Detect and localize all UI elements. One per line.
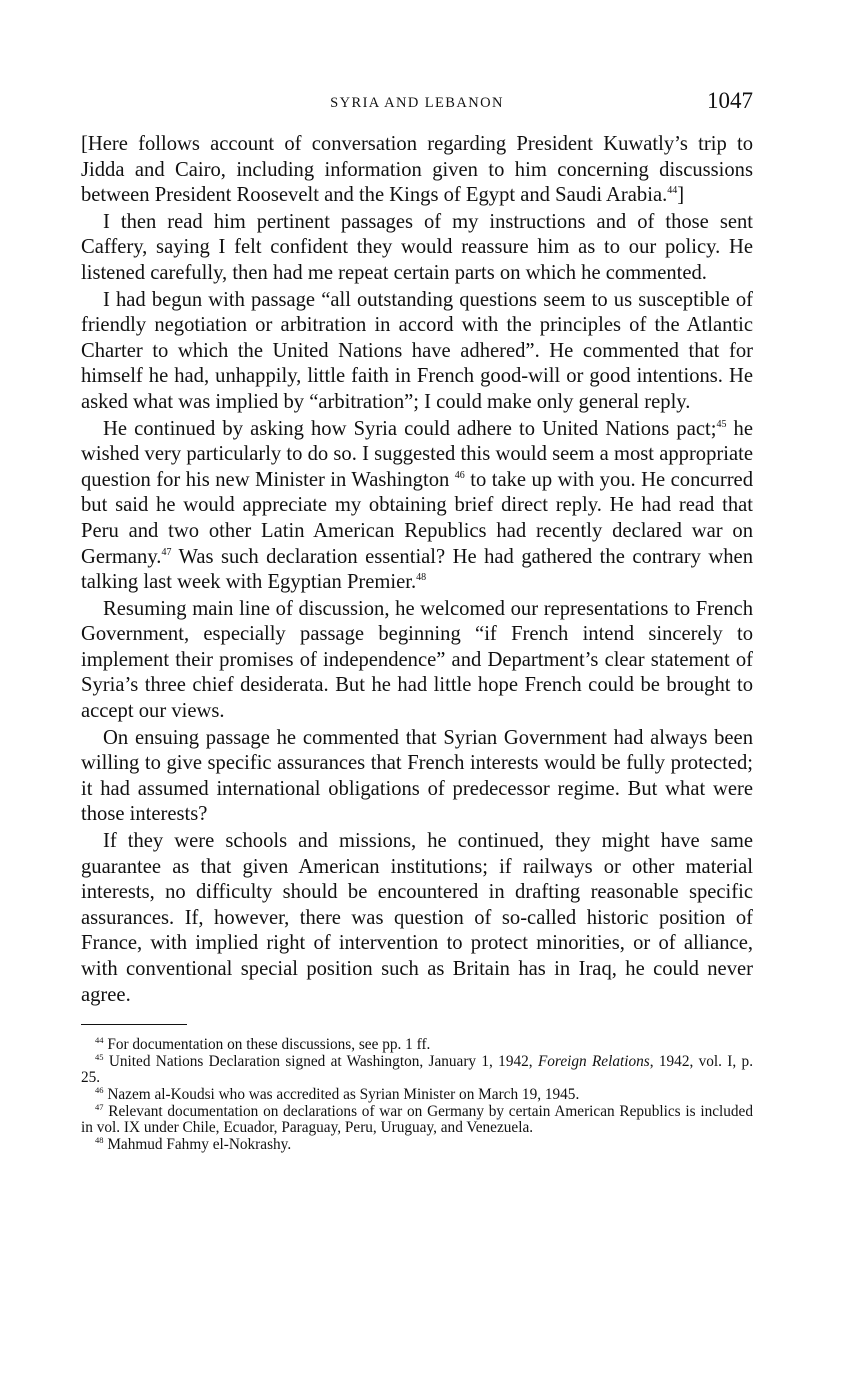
paragraph-4-part-a: He continued by asking how Syria could adhere to United Nations pact; [103,417,717,440]
footnote-ref-44: 44 [667,185,678,197]
footnote-45 [81,1051,754,1087]
footnote-47 [81,1101,753,1137]
footnote-number: 44 [95,1035,104,1046]
footnote-rule [81,1024,187,1025]
paragraph-1-tail: ] [677,184,685,207]
footnote-text: United Nations Declaration signed at Washington, January 1, 1942, [108,1052,533,1070]
document-page [81,88,753,1153]
paragraph-4-part-c: to take up with you. He concurred but said he would appreciate my obtaining brief direct reply. He had read that Peru and two other Latin American Republics had recently declared war on Germany. [81,468,753,568]
footnote-number: 48 [95,1134,104,1145]
footnote-ref-45: 45 [716,418,727,430]
footnote-text-tail: , 1942, vol. I, p. 25. [81,1052,754,1087]
paragraph-1-text: [Here follows account of conversation regarding President Kuwatly’s trip to Jidda and Cairo, including information given to him concerning discussions between President Roosevelt and the Kings of Egypt and Saudi Arabia. [81,133,753,207]
paragraph-4-part-d: Was such declaration essential? He had gathered the contrary when talking last week with Egyptian Premier. [81,545,753,594]
footnote-46 [81,1084,753,1104]
paragraph-1 [81,132,753,209]
paragraph-4-part-b: he wished very particularly to do so. I suggested this would seem a most appropriate question for his new Minister in Washington [81,417,753,491]
page-number: 1047 [707,88,753,113]
footnote-text: For documentation on these discussions, see pp. 1 ff. [107,1036,431,1054]
footnote-ref-48: 48 [416,572,427,584]
footnote-number: 47 [95,1101,104,1112]
footnote-text: Nazem al-Koudsi who was accredited as Syrian Minister on March 19, 1945. [107,1085,580,1103]
paragraph-6: On ensuing passage he commented that Syrian Government had always been willing to give specific assurances that French interests would be fully protected; it had assumed international obligations of predecessor regime. But what were those interests? [81,726,753,826]
page-header [81,88,753,120]
paragraph-2: I then read him pertinent passages of my instructions and of those sent Caffery, saying I felt confident they would reassure him as to our policy. He listened carefully, then had me repeat certain parts on which he commented. [81,210,753,284]
running-title: SYRIA AND LEBANON [330,95,504,111]
paragraph-7: If they were schools and missions, he continued, they might have same guarantee as that given American institutions; if railways or other material interests, no difficulty should be encountered in drafting reasonable specific assurances. If, however, there was question of so-called historic position of France, with implied right of intervention to protect minorities, or of alliance, with conventional special position such as Britain has in Iraq, he could never agree. [81,830,753,1006]
footnote-italic-title: Foreign Relations [537,1052,650,1070]
footnote-text: Mahmud Fahmy el-Nokrashy. [107,1135,292,1153]
footnote-48 [81,1134,753,1154]
paragraph-4 [81,417,753,596]
footnote-ref-47: 47 [161,546,172,558]
paragraph-5: Resuming main line of discussion, he welcomed our representations to French Government, especially passage beginning “if French intend sincerely to implement their promises of independence” and Department’s clear statement of Syria’s three chief desiderata. But he had little hope French could be brought to accept our views. [81,597,753,723]
footnote-number: 46 [95,1084,104,1095]
paragraph-3: I had begun with passage “all outstanding questions seem to us susceptible of friendly negotiation or arbitration in accord with the principles of the Atlantic Charter to which the United Nations have adhered”. He commented that for himself he had, unhappily, little faith in French good-will or good intentions. He asked what was implied by “arbitration”; I could make only general reply. [81,288,753,413]
footnote-number: 45 [95,1051,104,1062]
footnote-ref-46: 46 [454,469,465,481]
body-text [81,132,753,1008]
footnote-text: Relevant documentation on declarations of war on Germany by certain American Republics is included in vol. IX under Chile, Ecuador, Paraguay, Peru, Uruguay, and Venezuela. [81,1102,753,1137]
footnotes [81,1037,753,1153]
footnote-44 [81,1037,753,1054]
